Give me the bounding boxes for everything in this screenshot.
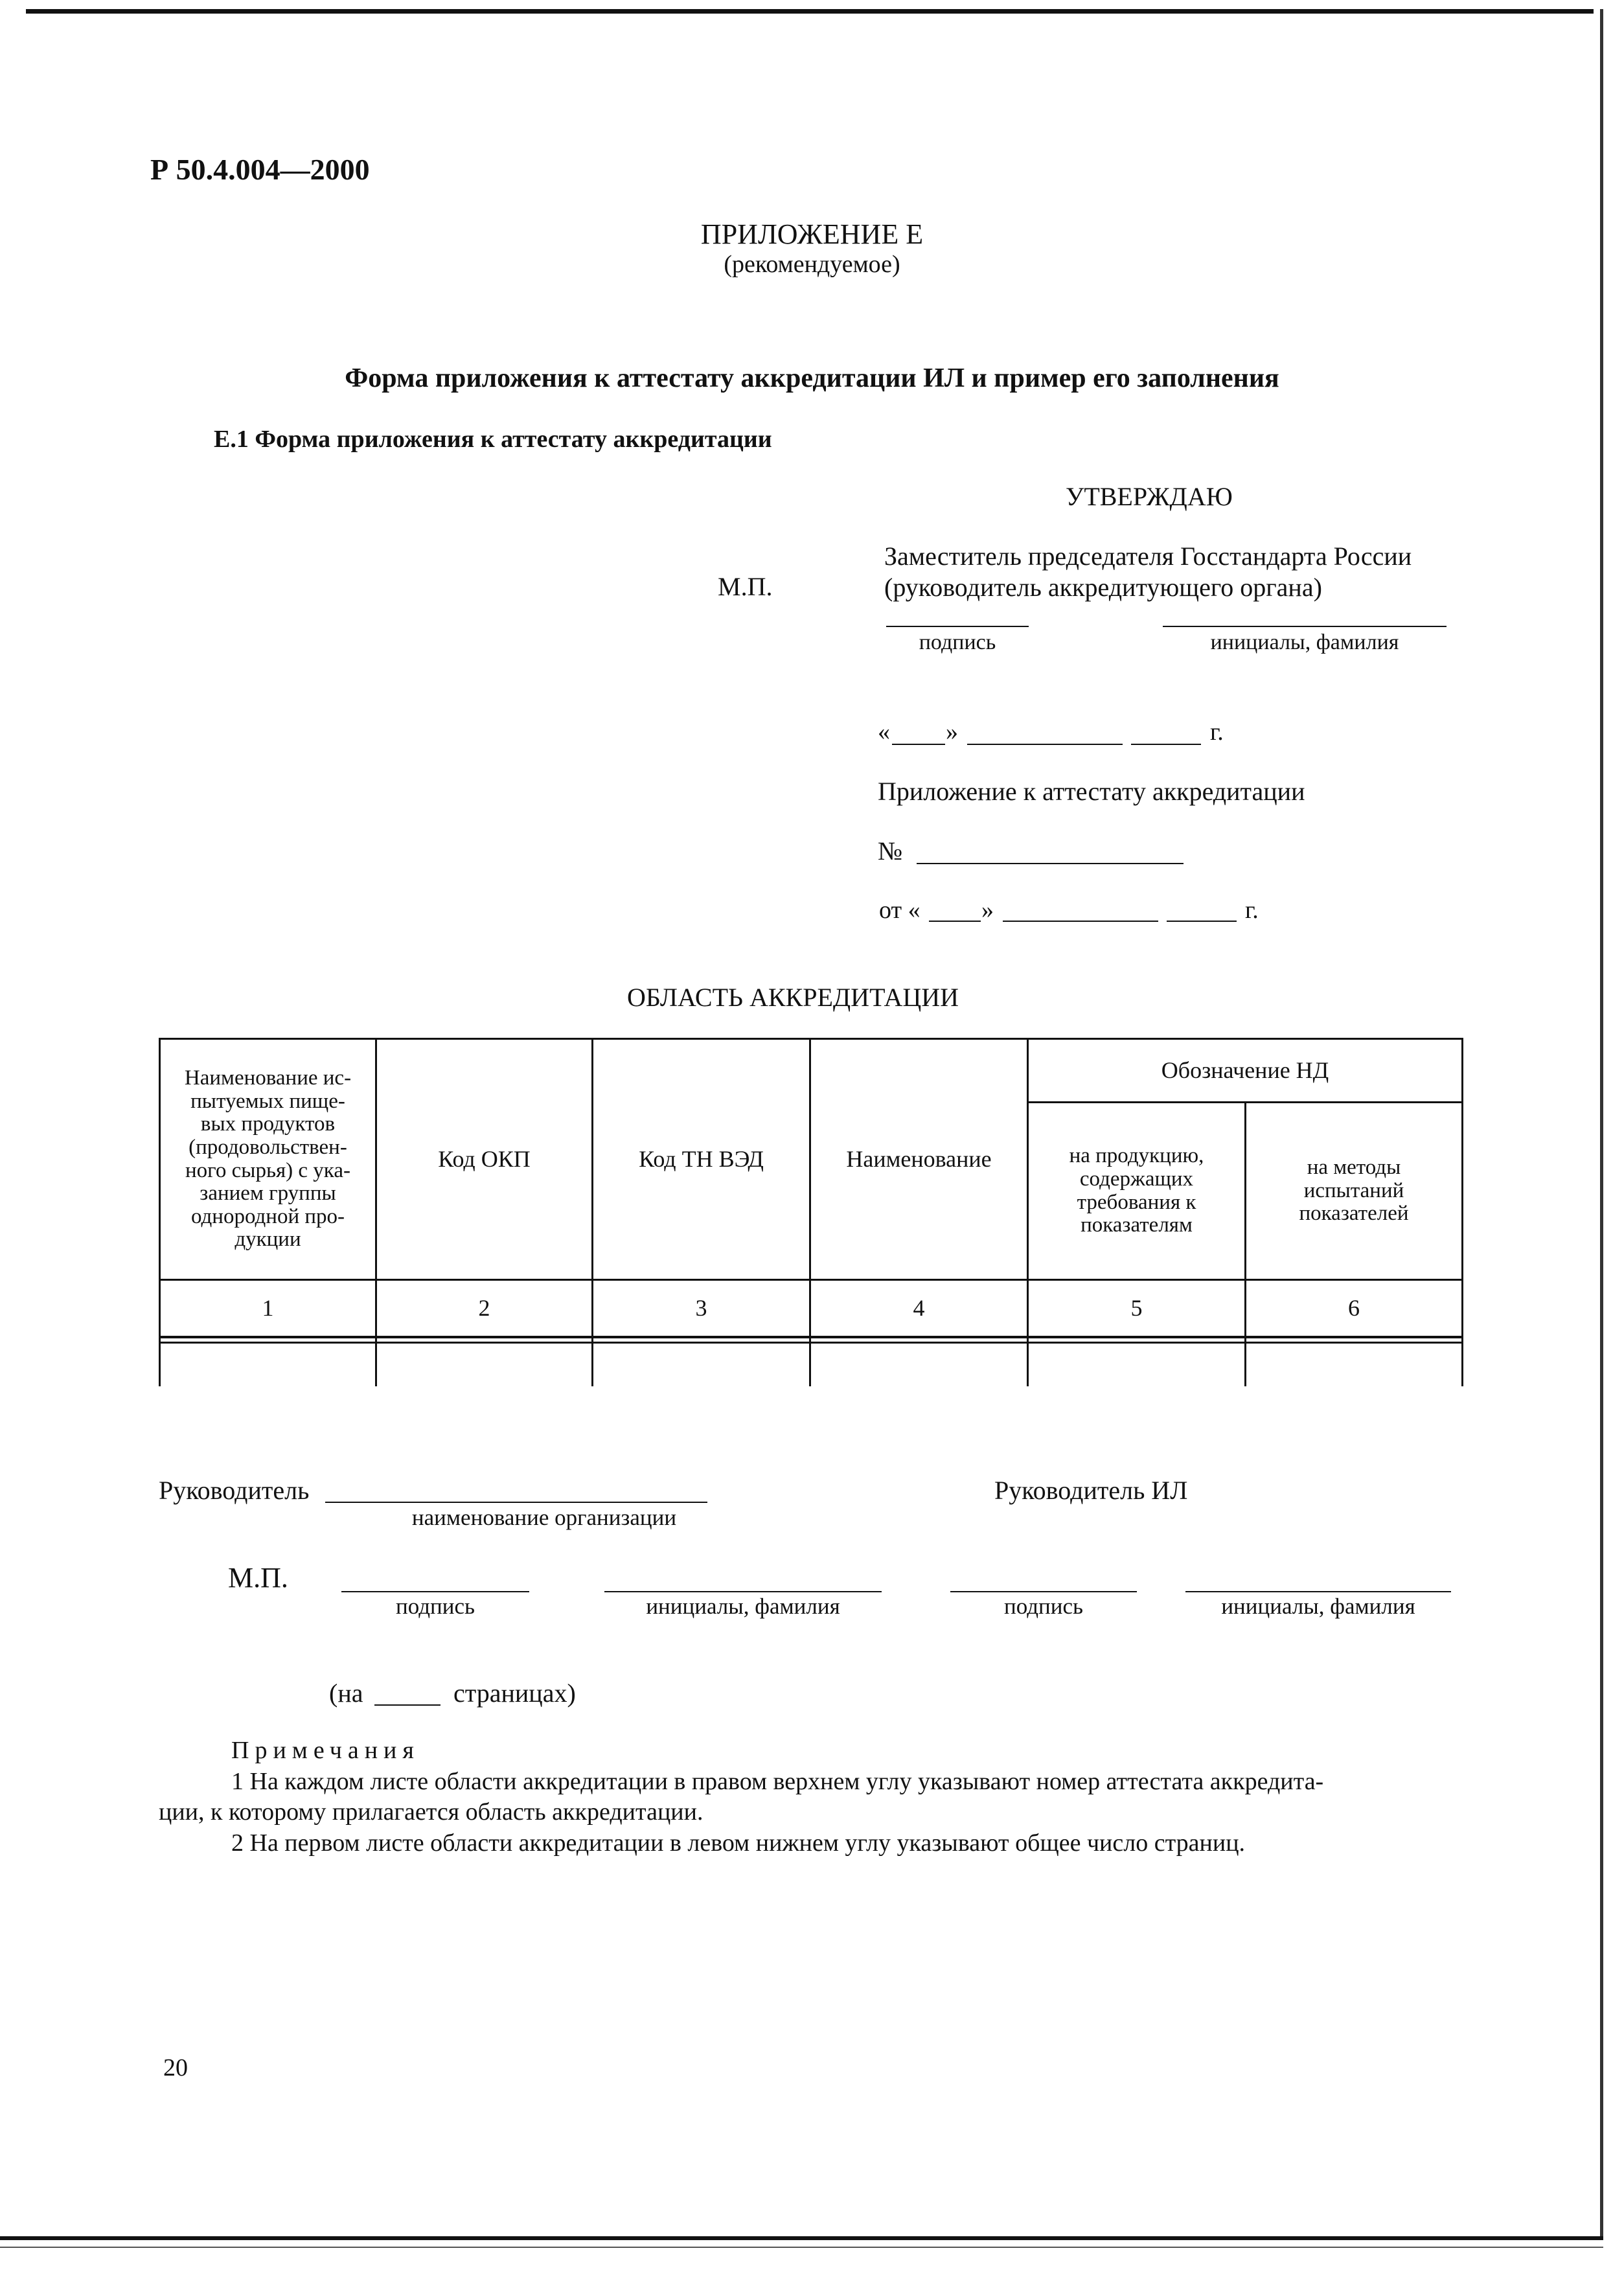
attachment-year-suffix: г. xyxy=(1245,897,1259,924)
pages-count-close: страницах) xyxy=(453,1678,576,1708)
right-signature-caption: подпись xyxy=(1004,1594,1083,1619)
organization-name-caption: наименование организации xyxy=(411,1505,677,1530)
pages-count-line xyxy=(374,1704,440,1706)
column-group-header-nd: Обозначение НД xyxy=(1161,1057,1329,1084)
organization-name-line xyxy=(325,1502,707,1503)
column-number-4: 4 xyxy=(913,1295,925,1322)
head-right-label: Руководитель ИЛ xyxy=(994,1476,1188,1505)
approve-label: УТВЕРЖДАЮ xyxy=(1066,482,1233,511)
attachment-label: Приложение к аттестату аккредитации xyxy=(878,777,1305,806)
head-left-label: Руководитель xyxy=(159,1476,310,1505)
column-header-tnved-code: Код ТН ВЭД xyxy=(639,1146,764,1173)
stamp-label: М.П. xyxy=(718,572,773,601)
note-1-line-2: ции, к которому прилагается область аккредитации. xyxy=(159,1798,703,1826)
appendix-note: (рекомендуемое) xyxy=(724,251,900,278)
column-header-nd-product: на продукцию, содержащих требования к показателям xyxy=(1069,1144,1204,1237)
attachment-day-line xyxy=(929,921,981,922)
document-number: Р 50.4.004—2000 xyxy=(150,153,370,186)
left-signature-caption: подпись xyxy=(396,1594,475,1619)
left-name-line xyxy=(604,1591,882,1592)
approver-position-line2: (руководитель аккредитующего органа) xyxy=(884,573,1322,602)
signatures-stamp-label: М.П. xyxy=(228,1562,288,1594)
pages-count-open: (на xyxy=(329,1678,363,1708)
attachment-number-line xyxy=(917,863,1184,864)
approval-date-open-quote: « xyxy=(878,718,890,746)
page-title: Форма приложения к аттестату аккредитации ИЛ и пример его заполнения xyxy=(345,363,1279,393)
column-header-product-name: Наименование ис- пытуемых пище- вых продуктов (продовольствен- ного сырья) с ука- занием группы однородной про- дукции xyxy=(184,1066,352,1252)
approval-month-line xyxy=(967,744,1123,745)
bottom-border-line xyxy=(0,2236,1603,2240)
attachment-year-line xyxy=(1167,921,1237,922)
left-name-caption: инициалы, фамилия xyxy=(646,1594,840,1619)
column-header-nd-methods: на методы испытаний показателей xyxy=(1299,1156,1409,1226)
note-1-line-1: 1 На каждом листе области аккредитации в правом верхнем углу указывают номер аттестата аккредита- xyxy=(231,1768,1324,1795)
approval-day-line xyxy=(892,744,945,745)
notes-title: Примечания xyxy=(231,1737,420,1764)
note-2: 2 На первом листе области аккредитации в левом нижнем углу указывают общее число страниц. xyxy=(231,1829,1246,1857)
page-number: 20 xyxy=(163,2054,188,2081)
approver-signature-line xyxy=(886,626,1029,627)
left-signature-line xyxy=(341,1591,529,1592)
attachment-date-close-quote: » xyxy=(981,897,994,924)
approval-year-suffix: г. xyxy=(1210,718,1224,746)
right-border-line xyxy=(1600,9,1603,2238)
right-signature-line xyxy=(950,1591,1137,1592)
right-name-caption: инициалы, фамилия xyxy=(1221,1594,1415,1619)
approver-name-line xyxy=(1163,626,1447,627)
section-heading: Е.1 Форма приложения к аттестату аккредитации xyxy=(214,426,772,453)
column-header-okp-code: Код ОКП xyxy=(438,1146,531,1173)
attachment-month-line xyxy=(1003,921,1158,922)
bottom-border-line-2 xyxy=(0,2247,1603,2248)
approval-date-close-quote: » xyxy=(946,718,958,746)
column-header-name: Наименование xyxy=(846,1146,992,1173)
right-name-line xyxy=(1185,1591,1451,1592)
accreditation-area-title: ОБЛАСТЬ АККРЕДИТАЦИИ xyxy=(627,983,959,1012)
column-number-2: 2 xyxy=(478,1295,490,1322)
attachment-number-sign: № xyxy=(878,836,903,865)
approver-name-caption: инициалы, фамилия xyxy=(1210,630,1399,654)
approval-year-line xyxy=(1131,744,1201,745)
column-number-3: 3 xyxy=(695,1295,707,1322)
column-number-5: 5 xyxy=(1130,1295,1143,1322)
top-border-line xyxy=(26,9,1594,14)
appendix-label: ПРИЛОЖЕНИЕ Е xyxy=(700,218,924,250)
accreditation-area-table xyxy=(159,1038,1461,1386)
attachment-date-prefix: от « xyxy=(879,897,921,924)
approver-signature-caption: подпись xyxy=(919,630,996,654)
column-number-6: 6 xyxy=(1348,1295,1360,1322)
column-number-1: 1 xyxy=(262,1295,274,1322)
approver-position-line1: Заместитель председателя Госстандарта России xyxy=(884,542,1412,571)
